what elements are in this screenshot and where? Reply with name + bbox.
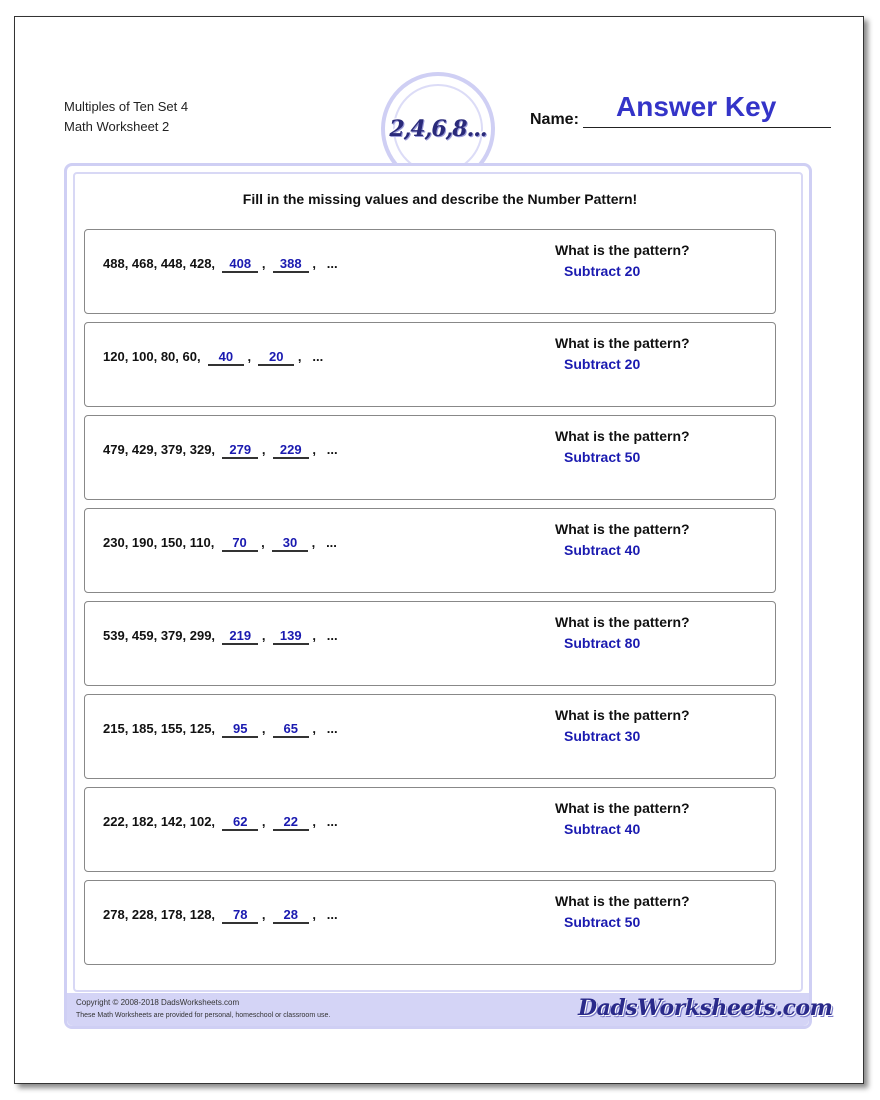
given-values: 230, 190, 150, 110, bbox=[103, 535, 215, 550]
problem-box bbox=[84, 415, 776, 500]
pattern-question: What is the pattern? bbox=[555, 614, 690, 630]
answer-blank: 30 bbox=[272, 535, 308, 552]
answer-blank: 22 bbox=[273, 814, 309, 831]
given-values: 488, 468, 448, 428, bbox=[103, 256, 216, 271]
name-label: Name: bbox=[530, 111, 579, 128]
sequence: 120, 100, 80, 60, 40 , 20 , ... bbox=[103, 349, 324, 364]
sequence: 488, 468, 448, 428, 408 , 388 , ... bbox=[103, 256, 338, 271]
answer-blank: 65 bbox=[273, 721, 309, 738]
given-values: 215, 185, 155, 125, bbox=[103, 721, 216, 736]
problem-box bbox=[84, 880, 776, 965]
pattern-question: What is the pattern? bbox=[555, 335, 690, 351]
given-values: 278, 228, 178, 128, bbox=[103, 907, 216, 922]
answer-blank: 95 bbox=[222, 721, 258, 738]
pattern-question: What is the pattern? bbox=[555, 428, 690, 444]
problem-box bbox=[84, 229, 776, 314]
problem-box bbox=[84, 601, 776, 686]
logo-text: 2,4,6,8... bbox=[389, 116, 487, 142]
problem-box bbox=[84, 787, 776, 872]
sequence: 479, 429, 379, 329, 279 , 229 , ... bbox=[103, 442, 338, 457]
pattern-answer: Subtract 30 bbox=[564, 728, 641, 744]
pattern-answer: Subtract 20 bbox=[564, 356, 641, 372]
pattern-question: What is the pattern? bbox=[555, 893, 690, 909]
answer-key-label: Answer Key bbox=[616, 91, 777, 122]
problem-box bbox=[84, 508, 776, 593]
pattern-answer: Subtract 50 bbox=[564, 914, 641, 930]
pattern-question: What is the pattern? bbox=[555, 800, 690, 816]
pattern-answer: Subtract 40 bbox=[564, 821, 641, 837]
pattern-answer: Subtract 20 bbox=[564, 263, 641, 279]
worksheet-title bbox=[64, 97, 188, 137]
title-line-1: Multiples of Ten Set 4 bbox=[64, 99, 189, 114]
answer-blank: 139 bbox=[273, 628, 309, 645]
answer-blank: 388 bbox=[273, 256, 309, 273]
problem-box bbox=[84, 322, 776, 407]
pattern-answer: Subtract 50 bbox=[564, 449, 641, 465]
answer-blank: 229 bbox=[273, 442, 309, 459]
sequence: 230, 190, 150, 110, 70 , 30 , ... bbox=[103, 535, 337, 550]
sequence: 215, 185, 155, 125, 95 , 65 , ... bbox=[103, 721, 338, 736]
answer-blank: 78 bbox=[222, 907, 258, 924]
given-values: 120, 100, 80, 60, bbox=[103, 349, 201, 364]
copyright-text: Copyright © 2008-2018 DadsWorksheets.com bbox=[76, 998, 240, 1007]
answer-blank: 62 bbox=[222, 814, 258, 831]
title-line-2: Math Worksheet 2 bbox=[64, 119, 170, 134]
answer-blank: 20 bbox=[258, 349, 294, 366]
name-line bbox=[583, 127, 831, 128]
answer-blank: 70 bbox=[222, 535, 258, 552]
pattern-answer: Subtract 40 bbox=[564, 542, 641, 558]
pattern-question: What is the pattern? bbox=[555, 707, 690, 723]
sequence: 278, 228, 178, 128, 78 , 28 , ... bbox=[103, 907, 338, 922]
pattern-answer: Subtract 80 bbox=[564, 635, 641, 651]
given-values: 479, 429, 379, 329, bbox=[103, 442, 216, 457]
sequence: 222, 182, 142, 102, 62 , 22 , ... bbox=[103, 814, 338, 829]
pattern-question: What is the pattern? bbox=[555, 242, 690, 258]
given-values: 222, 182, 142, 102, bbox=[103, 814, 216, 829]
pattern-question: What is the pattern? bbox=[555, 521, 690, 537]
answer-blank: 408 bbox=[222, 256, 258, 273]
answer-blank: 279 bbox=[222, 442, 258, 459]
sequence: 539, 459, 379, 299, 219 , 139 , ... bbox=[103, 628, 338, 643]
usage-notice: These Math Worksheets are provided for personal, homeschool or classroom use. bbox=[76, 1012, 331, 1019]
problem-box bbox=[84, 694, 776, 779]
answer-blank: 40 bbox=[208, 349, 244, 366]
logo-inner-ring bbox=[389, 84, 487, 174]
answer-blank: 219 bbox=[222, 628, 258, 645]
brand-logo[interactable]: DadsWorksheets.com bbox=[578, 995, 833, 1021]
answer-blank: 28 bbox=[273, 907, 309, 924]
given-values: 539, 459, 379, 299, bbox=[103, 628, 216, 643]
instructions: Fill in the missing values and describe the Number Pattern! bbox=[242, 191, 638, 207]
